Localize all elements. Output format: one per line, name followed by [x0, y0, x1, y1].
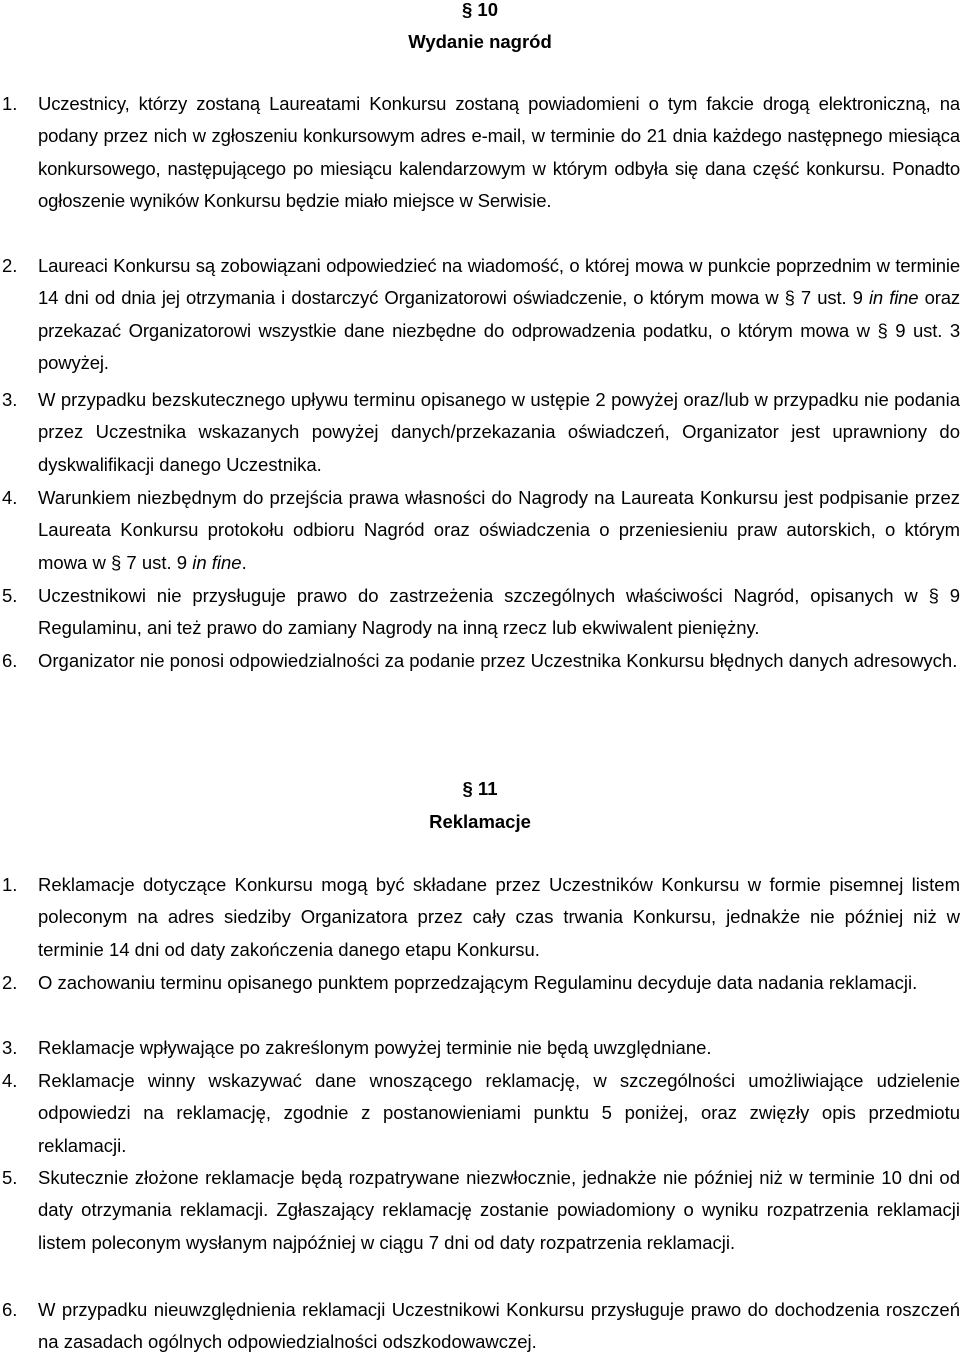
item-number: 4. — [2, 487, 18, 508]
item-text: Uczestnikowi nie przysługuje prawo do zastrzeżenia szczególnych właściwości Nagród, opisanych w § 9 Regulaminu, ani też prawo do zamiany Nagrody na inną rzecz lub ekwiwalent pieniężny. — [38, 585, 960, 639]
item-text: Uczestnicy, którzy zostaną Laureatami Konkursu zostaną powiadomieni o tym fakcie drogą elektroniczną, na podany przez nich w zgłoszeniu konkursowym adres e-mail, w terminie do 21 dnia każdego następnego miesiąca konkursowego, następującego po miesiącu kalendarzowym w którym odbyła się dana część konkursu. Ponadto ogłoszenie wyników Konkursu będzie miało miejsce w Serwisie. — [38, 93, 960, 211]
item-number: 4. — [2, 1070, 18, 1091]
item-number: 1. — [2, 874, 18, 895]
item-text: Organizator nie ponosi odpowiedzialności za podanie przez Uczestnika Konkursu błędnych danych adresowych. — [38, 650, 958, 671]
item-number: 5. — [2, 1167, 18, 1188]
item-number: 5. — [2, 585, 18, 606]
item-number: 3. — [2, 1037, 18, 1058]
item-text: O zachowaniu terminu opisanego punktem poprzedzającym Regulaminu decyduje data nadania reklamacji. — [38, 972, 918, 993]
item-text: Reklamacje wpływające po zakreślonym powyżej terminie nie będą uwzględniane. — [38, 1037, 712, 1058]
section-number: § 10 — [461, 0, 498, 20]
item-text-italic: in fine — [868, 287, 919, 309]
section-title: Wydanie nagród — [408, 31, 552, 52]
item-text-italic: in fine — [192, 551, 242, 573]
item-number: 2. — [2, 972, 18, 993]
section-number: § 11 — [462, 778, 498, 799]
item-text: W przypadku nieuwzględnienia reklamacji Uczestnikowi Konkursu przysługuje prawo do dochodzenia roszczeń na zasadach ogólnych odpowiedzialności odszkodowawczej. — [38, 1299, 960, 1353]
item-text-part: oraz przekazać Organizatorowi wszystkie dane niezbędne do odprowadzenia podatku, o którym mowa w § 9 ust. 3 powyżej. — [38, 287, 960, 373]
item-text: Reklamacje winny wskazywać dane wnoszącego reklamację, w szczególności umożliwiające udzielenie odpowiedzi na reklamację, zgodnie z postanowieniami punktu 5 poniżej, oraz zwięzły opis przedmiotu reklamacji. — [38, 1070, 960, 1156]
item-number: 6. — [2, 1299, 18, 1320]
item-number: 2. — [2, 255, 18, 276]
item-text-part: . — [241, 551, 247, 573]
item-text-part: Laureaci Konkursu są zobowiązani odpowiedzieć na wiadomość, o której mowa w punkcie poprzednim w terminie 14 dni od dnia jej otrzymania i dostarczyć Organizatorowi oświadczenie, o którym mowa w § 7 ust. 9 — [38, 255, 960, 309]
item-text-part: Warunkiem niezbędnym do przejścia prawa własności do Nagrody na Laureata Konkursu jest podpisanie przez Laureata Konkursu protokołu odbioru Nagród oraz oświadczenia o przeniesieniu praw autorskich, o którym mowa w § 7 ust. 9 — [38, 487, 960, 573]
item-text: Reklamacje dotyczące Konkursu mogą być składane przez Uczestników Konkursu w formie pisemnej listem poleconym na adres siedziby Organizatora przez cały czas trwania Konkursu, jednakże nie później niż w terminie 14 dni od daty zakończenia danego etapu Konkursu. — [38, 874, 960, 960]
item-number: 6. — [2, 650, 18, 671]
item-number: 3. — [2, 389, 18, 410]
item-number: 1. — [2, 93, 18, 114]
section-title: Reklamacje — [429, 811, 531, 832]
item-text — [38, 482, 960, 579]
item-text: Skutecznie złożone reklamacje będą rozpatrywane niezwłocznie, jednakże nie później niż w terminie 10 dni od daty otrzymania reklamacji. Zgłaszający reklamację zostanie powiadomiony o wyniku rozpatrzenia reklamacji listem poleconym wysłanym najpóźniej w ciągu 7 dni od daty rozpatrzenia reklamacji. — [38, 1167, 960, 1253]
item-text — [38, 250, 960, 379]
item-text: W przypadku bezskutecznego upływu terminu opisanego w ustępie 2 powyżej oraz/lub w przypadku nie podania przez Uczestnika wskazanych powyżej danych/przekazania oświadczeń, Organizator jest uprawniony do dyskwalifikacji danego Uczestnika. — [38, 389, 960, 475]
